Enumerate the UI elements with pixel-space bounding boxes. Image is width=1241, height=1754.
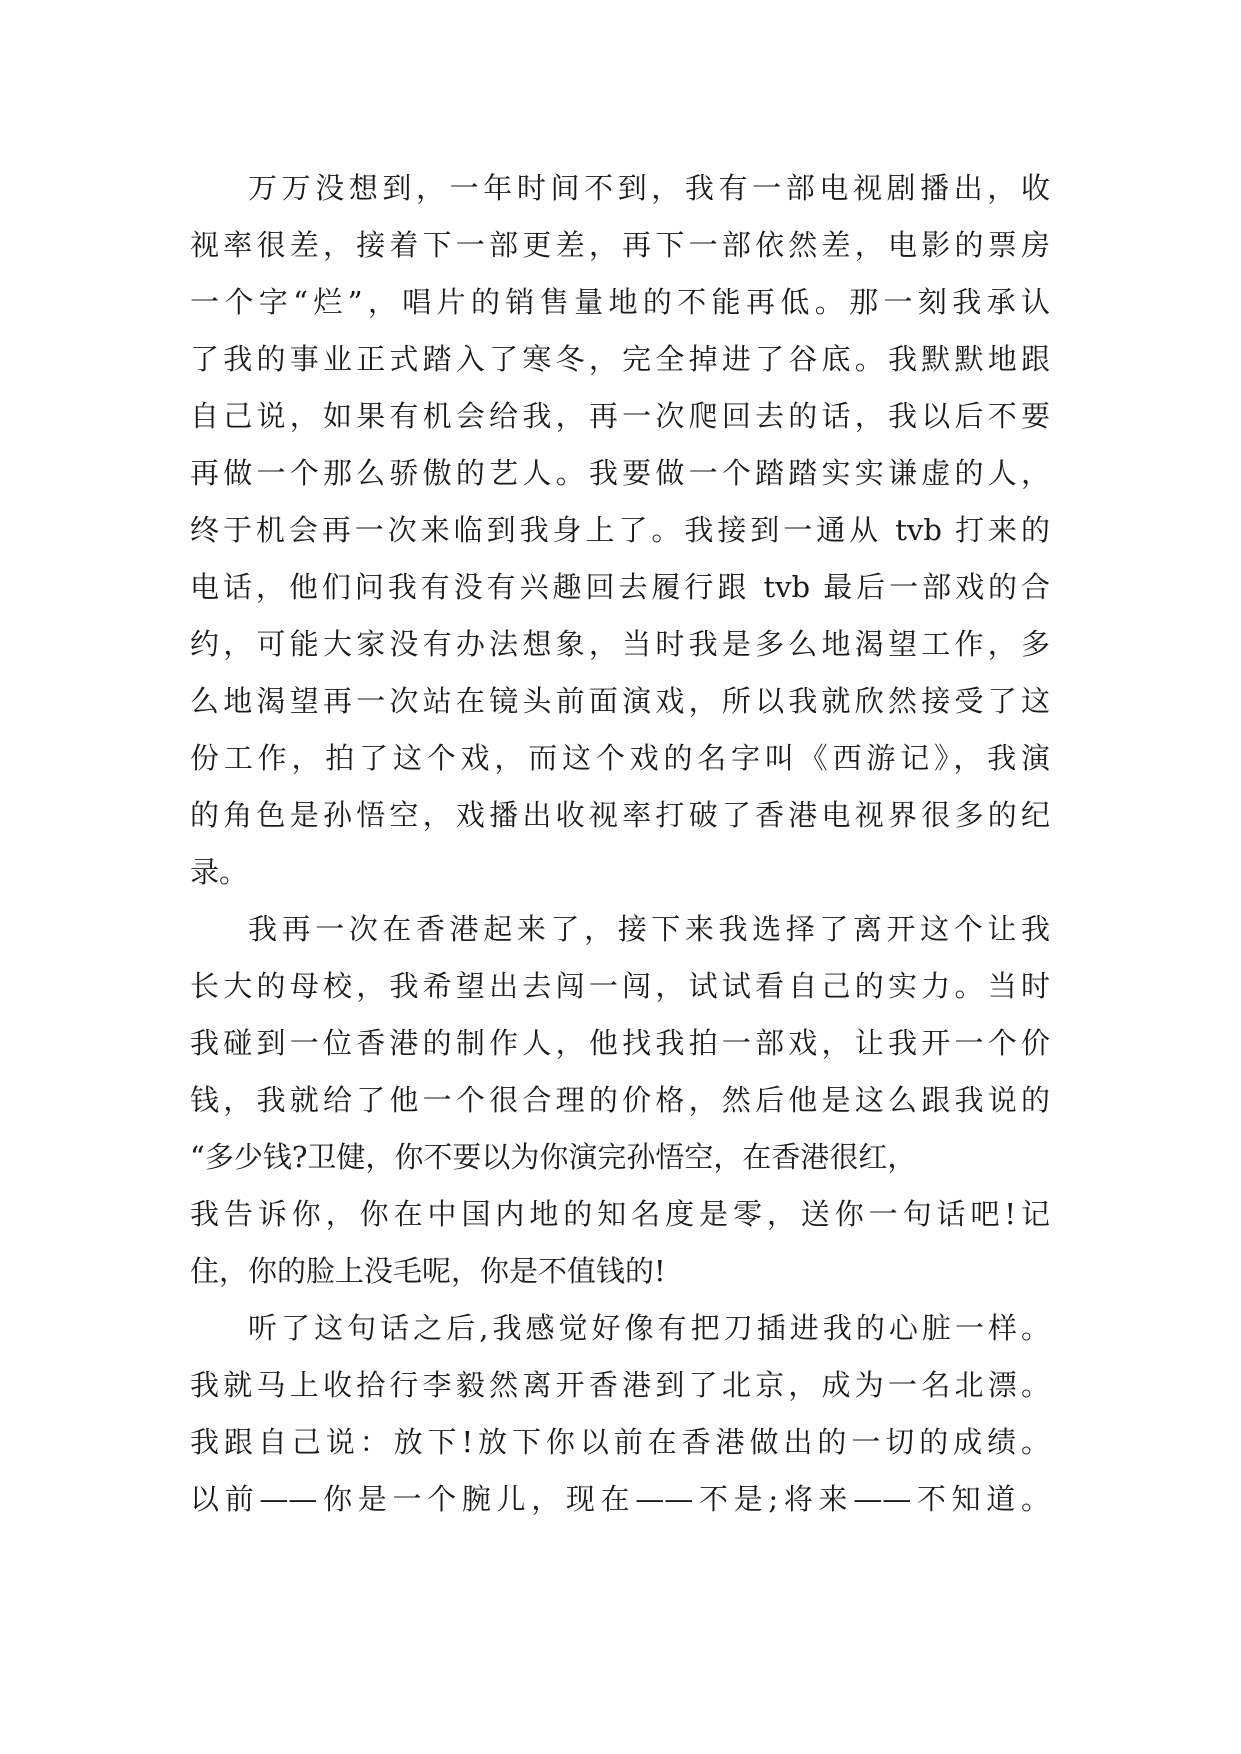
paragraph-1-line-5: 自己说，如果有机会给我，再一次爬回去的话，我以后不要 xyxy=(190,399,1050,433)
paragraph-1-line-7: 终于机会再一次来临到我身上了。我接到一通从 tvb 打来的 xyxy=(190,513,1050,547)
paragraph-1-line-3: 一个字“烂”，唱片的销售量地的不能再低。那一刻我承认 xyxy=(190,285,1050,319)
paragraph-1-line-12: 的角色是孙悟空，戏播出收视率打破了香港电视界很多的纪 xyxy=(190,798,1050,832)
paragraph-1-line-11: 份工作，拍了这个戏，而这个戏的名字叫《西游记》，我演 xyxy=(190,741,1050,775)
document-body xyxy=(190,160,1050,1528)
paragraph-1-line-2: 视率很差，接着下一部更差，再下一部依然差，电影的票房 xyxy=(190,228,1050,262)
paragraph-1-line-13: 录。 xyxy=(190,855,249,889)
paragraph-2-line-6: 我告诉你，你在中国内地的知名度是零，送你一句话吧!记 xyxy=(190,1197,1050,1231)
paragraph-2-line-1: 我再一次在香港起来了，接下来我选择了离开这个让我 xyxy=(248,912,1050,946)
paragraph-1-line-4: 了我的事业正式踏入了寒冬，完全掉进了谷底。我默默地跟 xyxy=(190,342,1050,376)
paragraph-3-line-4: 以前——你是一个腕儿，现在——不是;将来——不知道。 xyxy=(190,1482,1050,1516)
paragraph-3-line-1: 听了这句话之后,我感觉好像有把刀插进我的心脏一样。 xyxy=(248,1311,1050,1345)
paragraph-1-line-6: 再做一个那么骄傲的艺人。我要做一个踏踏实实谦虚的人， xyxy=(190,456,1050,490)
paragraph-1-line-1: 万万没想到，一年时间不到，我有一部电视剧播出，收 xyxy=(248,171,1050,205)
paragraph-1-line-8: 电话，他们问我有没有兴趣回去履行跟 tvb 最后一部戏的合 xyxy=(190,570,1050,604)
paragraph-2-line-3: 我碰到一位香港的制作人，他找我拍一部戏，让我开一个价 xyxy=(190,1026,1050,1060)
paragraph-2-line-5: “多少钱?卫健，你不要以为你演完孙悟空，在香港很红， xyxy=(190,1140,917,1174)
paragraph-1-line-10: 么地渴望再一次站在镜头前面演戏，所以我就欣然接受了这 xyxy=(190,684,1050,718)
paragraph-2-line-7: 住，你的脸上没毛呢，你是不值钱的! xyxy=(190,1254,666,1288)
paragraph-1-line-9: 约，可能大家没有办法想象，当时我是多么地渴望工作，多 xyxy=(190,627,1050,661)
paragraph-3-line-2: 我就马上收拾行李毅然离开香港到了北京，成为一名北漂。 xyxy=(190,1368,1050,1402)
paragraph-2-line-2: 长大的母校，我希望出去闯一闯，试试看自己的实力。当时 xyxy=(190,969,1050,1003)
paragraph-2-line-4: 钱，我就给了他一个很合理的价格，然后他是这么跟我说的 xyxy=(190,1083,1050,1117)
paragraph-3-line-3: 我跟自己说：放下!放下你以前在香港做出的一切的成绩。 xyxy=(190,1425,1050,1459)
